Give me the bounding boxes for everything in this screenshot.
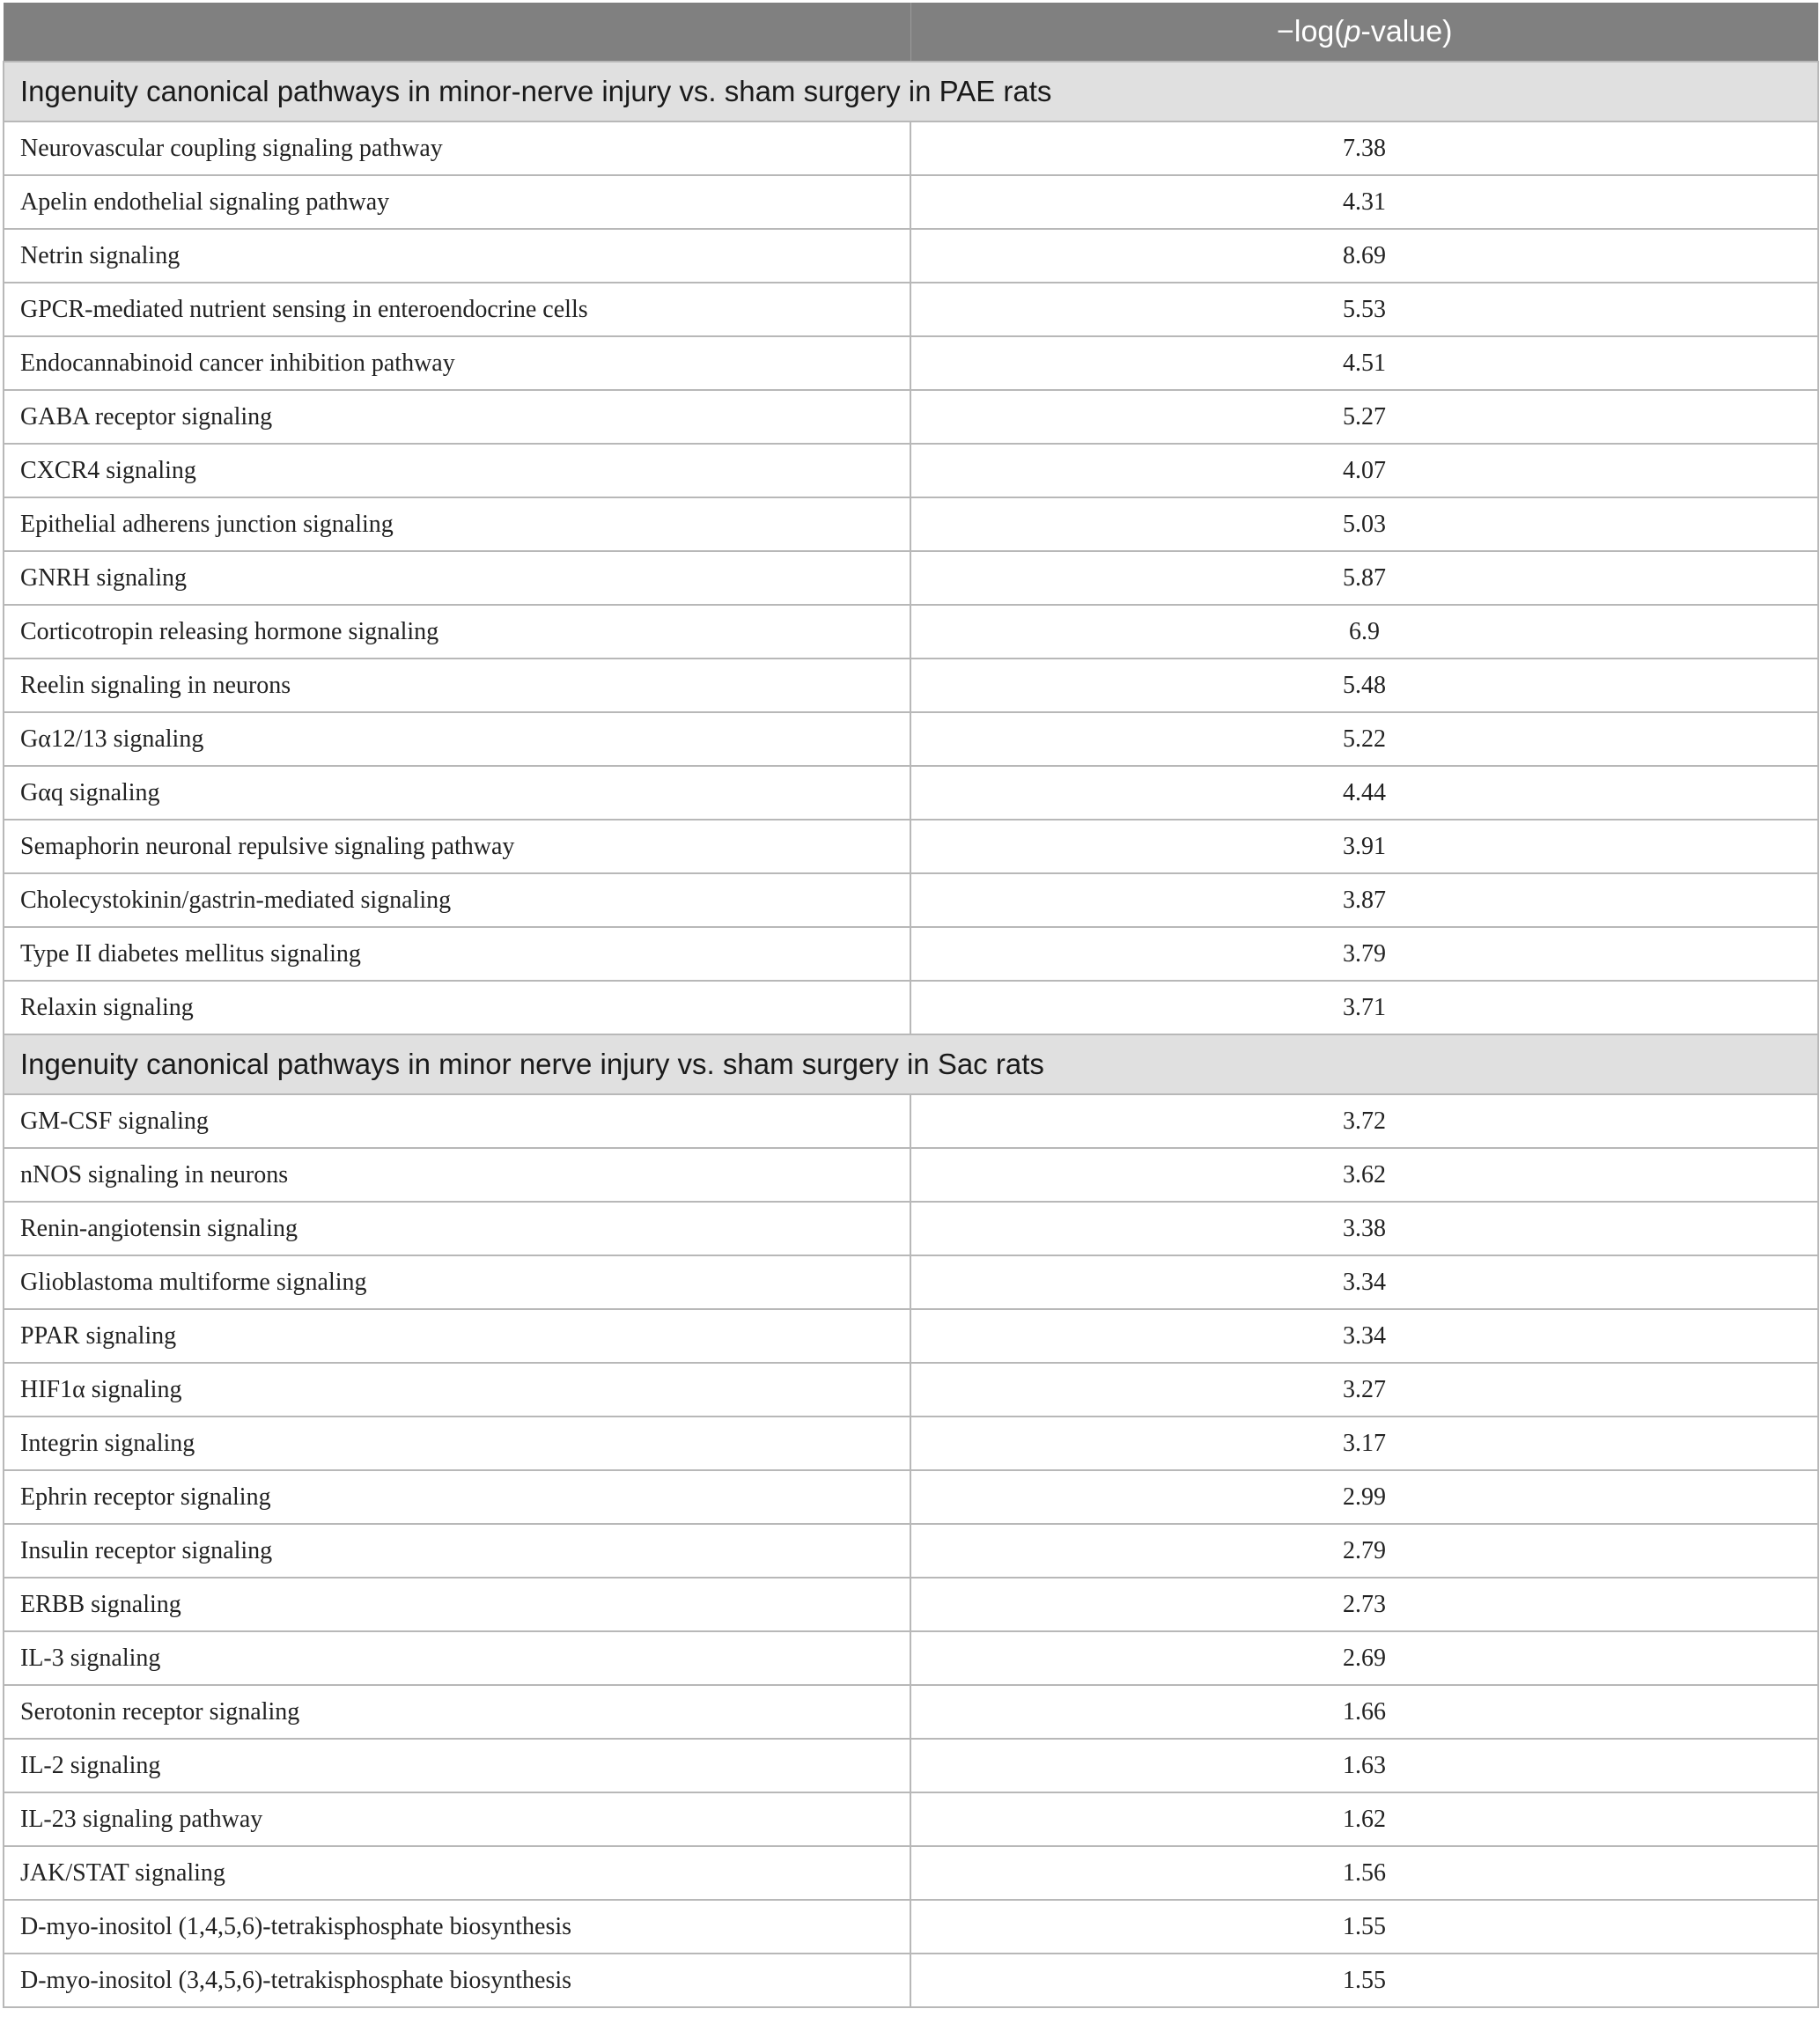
table-row: [4, 873, 1818, 927]
pathway-name-cell: CXCR4 signaling: [4, 444, 910, 497]
table-row: [4, 1148, 1818, 1202]
table-row: [4, 551, 1818, 605]
section-title: Ingenuity canonical pathways in minor-nerve injury vs. sham surgery in PAE rats: [4, 62, 1818, 121]
table-row: [4, 1631, 1818, 1685]
table-row: [4, 121, 1818, 175]
pathways-table-container: [3, 3, 1817, 2008]
table-row: [4, 497, 1818, 551]
neg-log-p-value-cell: 1.66: [910, 1685, 1818, 1739]
neg-log-p-value-cell: 7.38: [910, 121, 1818, 175]
neg-log-p-value-cell: 6.9: [910, 605, 1818, 659]
pathway-name-cell: Type II diabetes mellitus signaling: [4, 927, 910, 981]
pathway-name-cell: GNRH signaling: [4, 551, 910, 605]
table-row: [4, 444, 1818, 497]
pathway-name-cell: nNOS signaling in neurons: [4, 1148, 910, 1202]
section-title: Ingenuity canonical pathways in minor nerve injury vs. sham surgery in Sac rats: [4, 1034, 1818, 1094]
header-suffix: -value): [1360, 14, 1453, 48]
neg-log-p-value-cell: 3.91: [910, 820, 1818, 873]
pathway-name-cell: Serotonin receptor signaling: [4, 1685, 910, 1739]
neg-log-p-value-cell: 3.79: [910, 927, 1818, 981]
table-row: [4, 1954, 1818, 2007]
pathway-name-cell: IL-2 signaling: [4, 1739, 910, 1792]
pathway-name-cell: Semaphorin neuronal repulsive signaling pathway: [4, 820, 910, 873]
neg-log-p-value-cell: 1.63: [910, 1739, 1818, 1792]
pathway-name-cell: ERBB signaling: [4, 1578, 910, 1631]
table-row: [4, 820, 1818, 873]
neg-log-p-value-cell: 4.31: [910, 175, 1818, 229]
pathways-table: [3, 3, 1819, 2008]
table-row: [4, 1900, 1818, 1954]
neg-log-p-value-cell: 3.17: [910, 1417, 1818, 1470]
pathway-name-cell: Neurovascular coupling signaling pathway: [4, 121, 910, 175]
pathway-name-cell: GPCR-mediated nutrient sensing in enteroendocrine cells: [4, 283, 910, 336]
table-row: [4, 1846, 1818, 1900]
neg-log-p-value-cell: 5.48: [910, 659, 1818, 712]
neg-log-p-value-cell: 4.51: [910, 336, 1818, 390]
neg-log-p-value-cell: 5.27: [910, 390, 1818, 444]
pathway-name-cell: Reelin signaling in neurons: [4, 659, 910, 712]
pathway-name-cell: D-myo-inositol (3,4,5,6)-tetrakisphosphate biosynthesis: [4, 1954, 910, 2007]
neg-log-p-value-cell: 2.69: [910, 1631, 1818, 1685]
section-header-row: [4, 1034, 1818, 1094]
pathway-name-cell: GABA receptor signaling: [4, 390, 910, 444]
pathway-name-cell: Renin-angiotensin signaling: [4, 1202, 910, 1255]
pathway-name-cell: Corticotropin releasing hormone signaling: [4, 605, 910, 659]
table-row: [4, 1255, 1818, 1309]
table-row: [4, 1685, 1818, 1739]
header-pathway: [4, 3, 910, 62]
pathway-name-cell: Integrin signaling: [4, 1417, 910, 1470]
pathway-name-cell: IL-3 signaling: [4, 1631, 910, 1685]
neg-log-p-value-cell: 5.22: [910, 712, 1818, 766]
table-row: [4, 1417, 1818, 1470]
neg-log-p-value-cell: 3.62: [910, 1148, 1818, 1202]
table-row: [4, 1202, 1818, 1255]
pathway-name-cell: Glioblastoma multiforme signaling: [4, 1255, 910, 1309]
pathway-name-cell: Netrin signaling: [4, 229, 910, 283]
neg-log-p-value-cell: 1.55: [910, 1900, 1818, 1954]
neg-log-p-value-cell: 1.55: [910, 1954, 1818, 2007]
table-header-row: [4, 3, 1818, 62]
pathway-name-cell: Cholecystokinin/gastrin-mediated signaling: [4, 873, 910, 927]
table-row: [4, 1578, 1818, 1631]
table-row: [4, 390, 1818, 444]
table-row: [4, 1792, 1818, 1846]
table-row: [4, 712, 1818, 766]
header-prefix: −log(: [1277, 14, 1345, 48]
pathway-name-cell: IL-23 signaling pathway: [4, 1792, 910, 1846]
table-row: [4, 981, 1818, 1034]
neg-log-p-value-cell: 3.38: [910, 1202, 1818, 1255]
table-row: [4, 659, 1818, 712]
neg-log-p-value-cell: 3.27: [910, 1363, 1818, 1417]
pathway-name-cell: Gαq signaling: [4, 766, 910, 820]
neg-log-p-value-cell: 4.07: [910, 444, 1818, 497]
neg-log-p-value-cell: 1.62: [910, 1792, 1818, 1846]
table-row: [4, 1309, 1818, 1363]
table-row: [4, 1524, 1818, 1578]
pathway-name-cell: D-myo-inositol (1,4,5,6)-tetrakisphosphate biosynthesis: [4, 1900, 910, 1954]
table-row: [4, 605, 1818, 659]
pathway-name-cell: Endocannabinoid cancer inhibition pathway: [4, 336, 910, 390]
neg-log-p-value-cell: 2.73: [910, 1578, 1818, 1631]
neg-log-p-value-cell: 3.71: [910, 981, 1818, 1034]
pathway-name-cell: GM-CSF signaling: [4, 1094, 910, 1148]
pathway-name-cell: Ephrin receptor signaling: [4, 1470, 910, 1524]
pathway-name-cell: Insulin receptor signaling: [4, 1524, 910, 1578]
table-row: [4, 1094, 1818, 1148]
table-row: [4, 175, 1818, 229]
table-row: [4, 283, 1818, 336]
table-row: [4, 229, 1818, 283]
pathway-name-cell: Apelin endothelial signaling pathway: [4, 175, 910, 229]
table-body: [4, 62, 1818, 2007]
pathway-name-cell: Epithelial adherens junction signaling: [4, 497, 910, 551]
header-neg-log-p-value: [910, 3, 1818, 62]
table-row: [4, 1739, 1818, 1792]
pathway-name-cell: JAK/STAT signaling: [4, 1846, 910, 1900]
neg-log-p-value-cell: 2.99: [910, 1470, 1818, 1524]
pathway-name-cell: PPAR signaling: [4, 1309, 910, 1363]
section-header-row: [4, 62, 1818, 121]
neg-log-p-value-cell: 5.53: [910, 283, 1818, 336]
neg-log-p-value-cell: 3.34: [910, 1309, 1818, 1363]
pathway-name-cell: Gα12/13 signaling: [4, 712, 910, 766]
table-row: [4, 766, 1818, 820]
neg-log-p-value-cell: 1.56: [910, 1846, 1818, 1900]
table-row: [4, 1470, 1818, 1524]
neg-log-p-value-cell: 3.87: [910, 873, 1818, 927]
neg-log-p-value-cell: 4.44: [910, 766, 1818, 820]
table-row: [4, 1363, 1818, 1417]
neg-log-p-value-cell: 3.34: [910, 1255, 1818, 1309]
header-p-italic: p: [1344, 14, 1361, 48]
neg-log-p-value-cell: 5.03: [910, 497, 1818, 551]
neg-log-p-value-cell: 2.79: [910, 1524, 1818, 1578]
pathway-name-cell: HIF1α signaling: [4, 1363, 910, 1417]
neg-log-p-value-cell: 5.87: [910, 551, 1818, 605]
table-row: [4, 927, 1818, 981]
neg-log-p-value-cell: 3.72: [910, 1094, 1818, 1148]
table-row: [4, 336, 1818, 390]
pathway-name-cell: Relaxin signaling: [4, 981, 910, 1034]
neg-log-p-value-cell: 8.69: [910, 229, 1818, 283]
